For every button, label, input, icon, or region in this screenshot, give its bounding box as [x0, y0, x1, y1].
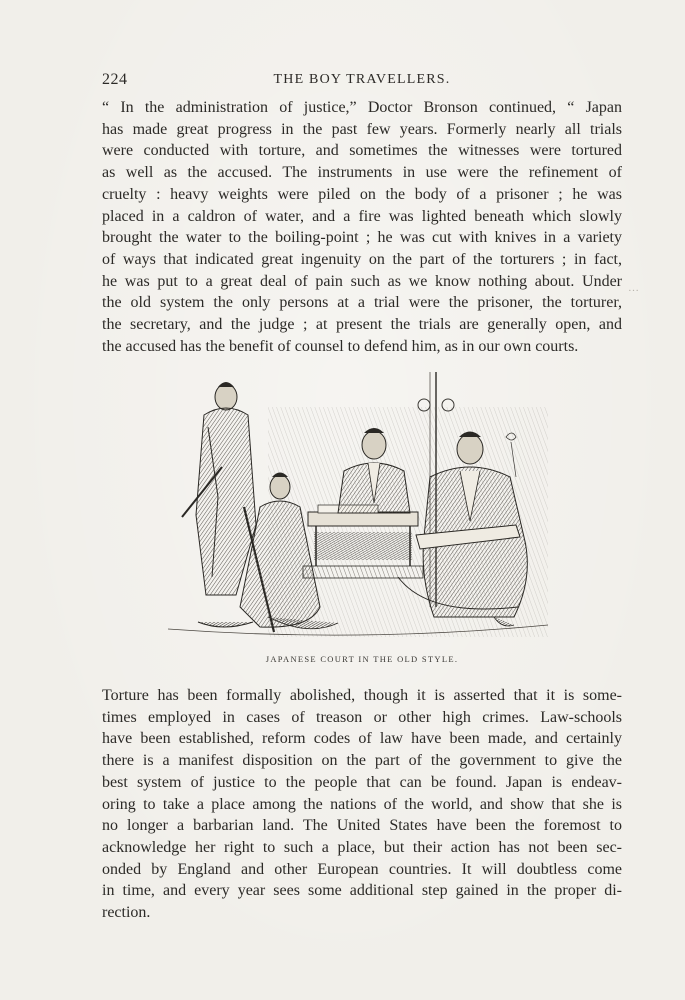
engraving-illustration: [168, 367, 548, 647]
running-title: THE BOY TRAVELLERS.: [273, 72, 451, 87]
text-line: as well as the accused. The instruments in use were the refinement of: [102, 164, 622, 182]
text-line: “ In the administration of justice,” Doctor Bronson continued, “ Japan: [102, 99, 622, 116]
text-line: in time, and every year sees some additional step gained in the proper di-: [102, 882, 622, 900]
text-line: have been established, reform codes of law have been made, and certainly: [102, 730, 622, 748]
text-line: the secretary, and the judge ; at present the trials are generally open, and: [102, 316, 622, 334]
text-line: has made great progress in the past few years. Formerly nearly all trials: [102, 120, 622, 138]
text-line: were conducted with torture, and sometimes the witnesses were tortured: [102, 142, 622, 160]
text-line: acknowledge her right to such a place, but their action has not been sec-: [102, 838, 622, 856]
page-number: 224: [102, 71, 128, 88]
text-line: there is a manifest disposition on the part of the government to give the: [102, 752, 622, 770]
text-line: the accused has the benefit of counsel to defend him, as in our own courts.: [102, 337, 579, 355]
margin-smudge: …: [628, 282, 639, 294]
low-desk: [303, 505, 423, 578]
paragraph-2: [102, 685, 622, 924]
text-line: the old system the only persons at a trial were the prisoner, the torturer,: [102, 294, 622, 312]
text-line: he was put to a great deal of pain such as we know nothing about. Under: [102, 272, 622, 290]
text-line: brought the water to the boiling-point ; he was cut with knives in a variety: [102, 229, 622, 247]
text-line: cruelty : heavy weights were piled on the body of a prisoner ; he was: [102, 185, 622, 203]
paragraph-1: [102, 97, 622, 357]
text-line: oring to take a place among the nations of the world, and show that she is: [102, 795, 622, 813]
text-line: onded by England and other European countries. It will doubtless come: [102, 860, 622, 878]
text-line: rection.: [102, 904, 151, 922]
text-line: placed in a caldron of water, and a fire was lighted beneath which slowly: [102, 207, 622, 225]
text-line: no longer a barbarian land. The United States have been the foremost to: [102, 817, 622, 835]
text-line: Torture has been formally abolished, though it is asserted that it is some-: [102, 687, 622, 704]
text-line: best system of justice to the people that can be found. Japan is endeav-: [102, 773, 622, 791]
text-line: of ways that indicated great ingenuity on the part of the torturers ; in fact,: [102, 250, 622, 268]
figure-caption: JAPANESE COURT IN THE OLD STYLE.: [265, 654, 459, 664]
page-header: [102, 71, 622, 91]
text-line: times employed in cases of treason or other high crimes. Law-schools: [102, 708, 622, 726]
